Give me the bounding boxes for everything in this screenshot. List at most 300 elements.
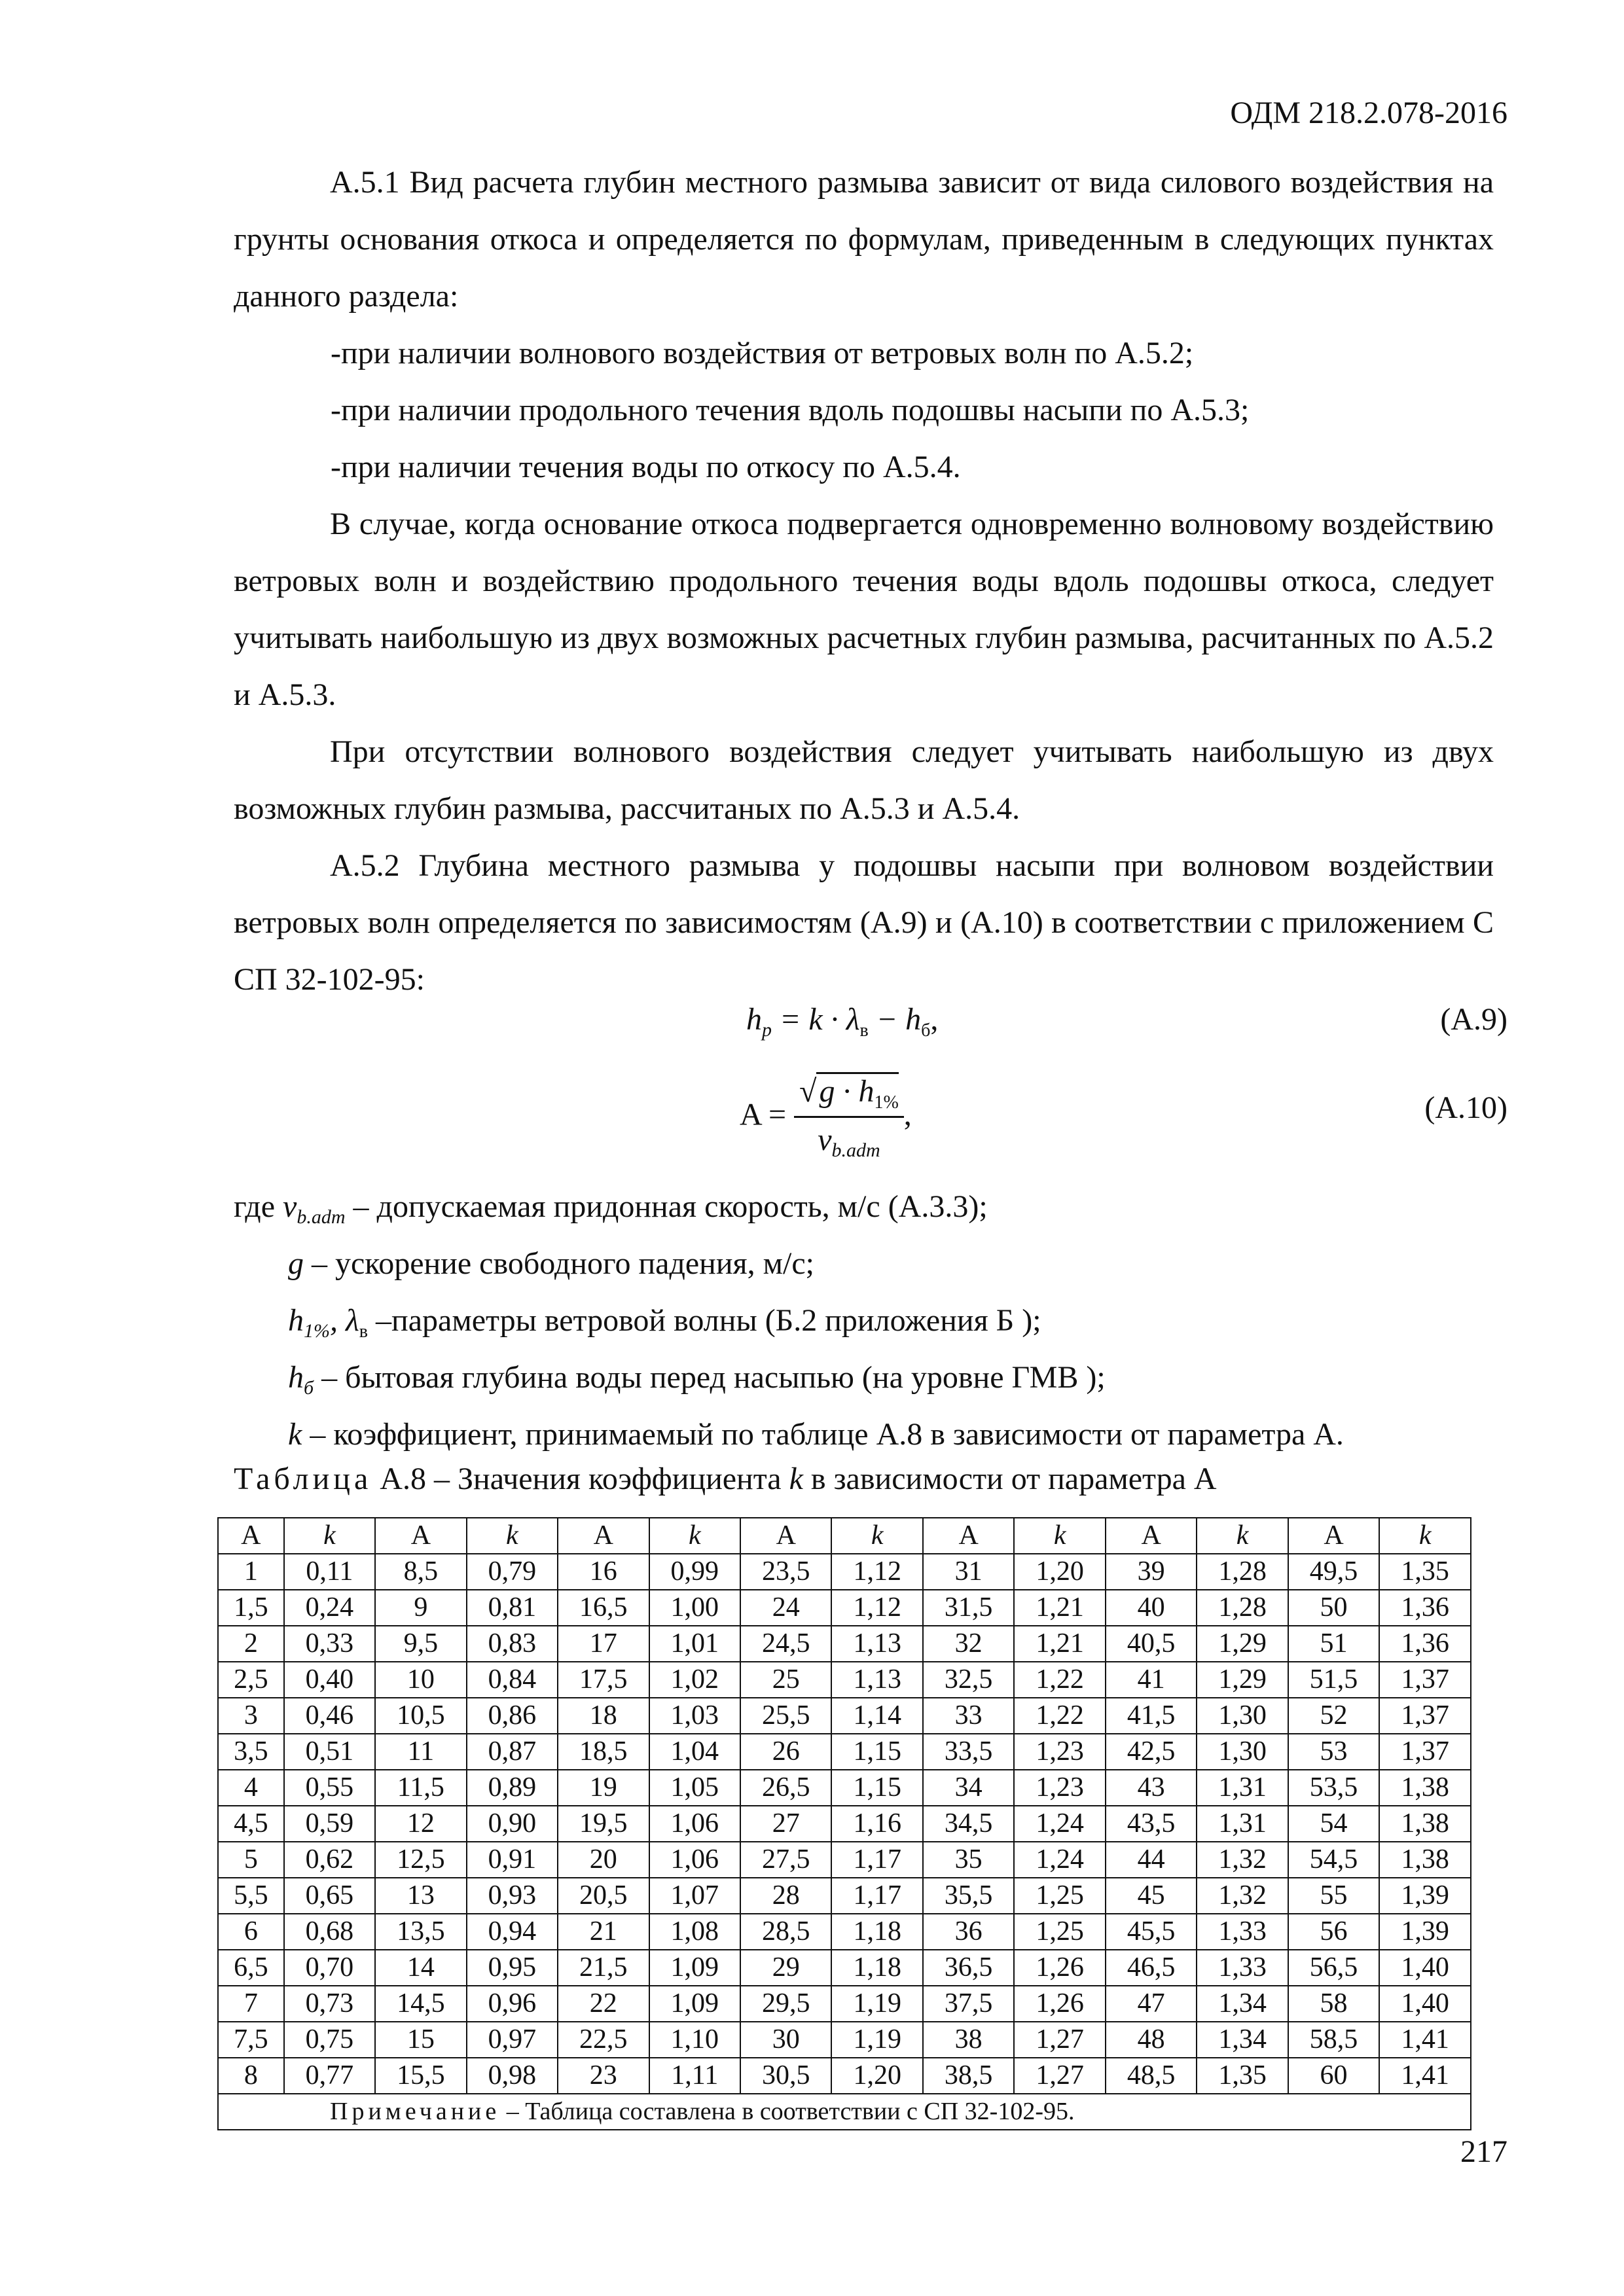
table-cell: 58 bbox=[1288, 1986, 1379, 2022]
table-caption-rest: А.8 – Значения коэффициента bbox=[372, 1462, 789, 1496]
table-cell: 27 bbox=[740, 1806, 831, 1842]
table-cell: 1,26 bbox=[1014, 1986, 1105, 2022]
table-cell: 0,81 bbox=[467, 1590, 558, 1626]
table-cell: 37,5 bbox=[923, 1986, 1014, 2022]
definition-text: – коэффициент, принимаемый по таблице А.8 в зависимости от параметра А. bbox=[302, 1417, 1344, 1452]
table-cell: 1,41 bbox=[1379, 2058, 1471, 2094]
table-cell: 0,99 bbox=[649, 1554, 740, 1590]
table-cell: 22,5 bbox=[558, 2022, 649, 2058]
table-cell: 1,38 bbox=[1379, 1842, 1471, 1878]
table-cell: 40,5 bbox=[1106, 1626, 1197, 1662]
table-cell: 1,40 bbox=[1379, 1986, 1471, 2022]
formula-a9-number: (А.9) bbox=[1440, 1002, 1507, 1037]
table-cell: 10 bbox=[375, 1662, 466, 1698]
table-cell: 1,14 bbox=[831, 1698, 922, 1734]
table-cell: 1,16 bbox=[831, 1806, 922, 1842]
table-cell: 1,27 bbox=[1014, 2022, 1105, 2058]
table-cell: 13 bbox=[375, 1878, 466, 1914]
table-cell: 20 bbox=[558, 1842, 649, 1878]
table-cell: 17 bbox=[558, 1626, 649, 1662]
table-cell: 60 bbox=[1288, 2058, 1379, 2094]
table-cell: 7 bbox=[218, 1986, 284, 2022]
definition-symbol-sub2: в bbox=[359, 1321, 369, 1342]
table-cell: 0,98 bbox=[467, 2058, 558, 2094]
list-item-3: -при наличии течения воды по откосу по А.5.4. bbox=[331, 450, 961, 484]
formula-a10-fraction bbox=[794, 1073, 904, 1162]
table-cell: 34,5 bbox=[923, 1806, 1014, 1842]
table-row bbox=[218, 1806, 1471, 1842]
table-row bbox=[218, 1878, 1471, 1914]
table-cell: 1,00 bbox=[649, 1590, 740, 1626]
table-cell: 41,5 bbox=[1106, 1698, 1197, 1734]
table-row bbox=[218, 1626, 1471, 1662]
table-cell: 52 bbox=[1288, 1698, 1379, 1734]
table-cell: 1,13 bbox=[831, 1662, 922, 1698]
table-cell: 0,95 bbox=[467, 1950, 558, 1986]
table-cell: 1,31 bbox=[1197, 1806, 1288, 1842]
table-cell: 0,65 bbox=[284, 1878, 375, 1914]
table-cell: 29 bbox=[740, 1950, 831, 1986]
table-cell: 53,5 bbox=[1288, 1770, 1379, 1806]
table-header-cell: k bbox=[467, 1518, 558, 1554]
table-cell: 14 bbox=[375, 1950, 466, 1986]
table-cell: 1,15 bbox=[831, 1734, 922, 1770]
table-cell: 1,20 bbox=[831, 2058, 922, 2094]
table-cell: 29,5 bbox=[740, 1986, 831, 2022]
table-cell: 8 bbox=[218, 2058, 284, 2094]
table-cell: 0,33 bbox=[284, 1626, 375, 1662]
table-cell: 41 bbox=[1106, 1662, 1197, 1698]
table-cell: 56,5 bbox=[1288, 1950, 1379, 1986]
table-cell: 28 bbox=[740, 1878, 831, 1914]
table-cell: 1,21 bbox=[1014, 1626, 1105, 1662]
table-row bbox=[218, 1590, 1471, 1626]
table-header-cell: k bbox=[649, 1518, 740, 1554]
table-header-cell: А bbox=[218, 1518, 284, 1554]
table-cell: 0,86 bbox=[467, 1698, 558, 1734]
table-cell: 11,5 bbox=[375, 1770, 466, 1806]
table-cell: 1,35 bbox=[1379, 1554, 1471, 1590]
table-cell: 7,5 bbox=[218, 2022, 284, 2058]
formula-a10-numerator: $√g \cdot h_{1\%}$ bbox=[794, 1073, 904, 1118]
table-row bbox=[218, 1734, 1471, 1770]
definition-symbol: h bbox=[288, 1360, 304, 1395]
table-cell: 0,96 bbox=[467, 1986, 558, 2022]
table-cell: 1,36 bbox=[1379, 1626, 1471, 1662]
table-cell: 0,40 bbox=[284, 1662, 375, 1698]
table-cell: 53 bbox=[1288, 1734, 1379, 1770]
table-cell: 1,12 bbox=[831, 1554, 922, 1590]
table-cell: 1,30 bbox=[1197, 1734, 1288, 1770]
definition-symbol: k bbox=[288, 1417, 302, 1452]
definition-text: , λ bbox=[330, 1303, 359, 1338]
table-header-cell: А bbox=[1106, 1518, 1197, 1554]
table-cell: 1,26 bbox=[1014, 1950, 1105, 1986]
table-cell: 1,19 bbox=[831, 1986, 922, 2022]
formula-a9-rhs: = k · λ bbox=[780, 1002, 860, 1037]
paragraph-a52: А.5.2 Глубина местного размыва у подошвы насыпи при волновом воздействии ветровых волн определяется по зависимостям (А.9) и (А.10) в соответствии с приложением С СП 32-102-95: bbox=[234, 848, 1494, 997]
table-cell: 1,32 bbox=[1197, 1842, 1288, 1878]
table-cell: 30,5 bbox=[740, 2058, 831, 2094]
table-row bbox=[218, 1770, 1471, 1806]
table-cell: 0,59 bbox=[284, 1806, 375, 1842]
table-cell: 1,39 bbox=[1379, 1914, 1471, 1950]
formula-a9-minus-sub: б bbox=[921, 1020, 931, 1041]
table-cell: 1,18 bbox=[831, 1950, 922, 1986]
table-cell: 1,07 bbox=[649, 1878, 740, 1914]
page-number: 217 bbox=[1460, 2134, 1507, 2169]
definition-g bbox=[288, 1235, 814, 1292]
table-cell: 8,5 bbox=[375, 1554, 466, 1590]
table-cell: 0,55 bbox=[284, 1770, 375, 1806]
table-cell: 1,41 bbox=[1379, 2022, 1471, 2058]
table-cell: 11 bbox=[375, 1734, 466, 1770]
document-code: ОДМ 218.2.078-2016 bbox=[1230, 96, 1507, 130]
table-header-cell: k bbox=[1379, 1518, 1471, 1554]
table-cell: 27,5 bbox=[740, 1842, 831, 1878]
table-cell: 1,19 bbox=[831, 2022, 922, 2058]
table-cell: 46,5 bbox=[1106, 1950, 1197, 1986]
table-cell: 1,21 bbox=[1014, 1590, 1105, 1626]
table-cell: 1,04 bbox=[649, 1734, 740, 1770]
table-cell: 12 bbox=[375, 1806, 466, 1842]
table-cell: 12,5 bbox=[375, 1842, 466, 1878]
table-cell: 1,02 bbox=[649, 1662, 740, 1698]
table-cell: 56 bbox=[1288, 1914, 1379, 1950]
table-header-cell: k bbox=[1014, 1518, 1105, 1554]
table-cell: 0,87 bbox=[467, 1734, 558, 1770]
definition-text: – допускаемая придонная скорость, м/с (А.3.3); bbox=[345, 1189, 988, 1224]
table-cell: 1,09 bbox=[649, 1950, 740, 1986]
table-cell: 33 bbox=[923, 1698, 1014, 1734]
table-cell: 20,5 bbox=[558, 1878, 649, 1914]
table-cell: 1,17 bbox=[831, 1842, 922, 1878]
table-cell: 34 bbox=[923, 1770, 1014, 1806]
table-cell: 15,5 bbox=[375, 2058, 466, 2094]
table-cell: 0,68 bbox=[284, 1914, 375, 1950]
table-cell: 1,37 bbox=[1379, 1662, 1471, 1698]
table-cell: 1,03 bbox=[649, 1698, 740, 1734]
table-cell: 44 bbox=[1106, 1842, 1197, 1878]
table-cell: 23,5 bbox=[740, 1554, 831, 1590]
formula-a9-tail: , bbox=[930, 1002, 939, 1037]
table-cell: 1,38 bbox=[1379, 1806, 1471, 1842]
table-caption-k: k bbox=[789, 1462, 803, 1496]
table-cell: 1,33 bbox=[1197, 1914, 1288, 1950]
table-cell: 0,51 bbox=[284, 1734, 375, 1770]
table-cell: 40 bbox=[1106, 1590, 1197, 1626]
table-cell: 35,5 bbox=[923, 1878, 1014, 1914]
table-caption-end: в зависимости от параметра А bbox=[803, 1462, 1217, 1496]
table-cell: 32,5 bbox=[923, 1662, 1014, 1698]
table-cell: 16,5 bbox=[558, 1590, 649, 1626]
table-cell: 1,25 bbox=[1014, 1878, 1105, 1914]
table-cell: 16 bbox=[558, 1554, 649, 1590]
formula-a9 bbox=[746, 1001, 938, 1041]
table-cell: 0,93 bbox=[467, 1878, 558, 1914]
table-header-row bbox=[218, 1518, 1471, 1554]
table-cell: 43 bbox=[1106, 1770, 1197, 1806]
table-cell: 3,5 bbox=[218, 1734, 284, 1770]
table-body bbox=[218, 1554, 1471, 2094]
table-cell: 5,5 bbox=[218, 1878, 284, 1914]
table-cell: 24 bbox=[740, 1590, 831, 1626]
table-header-cell: А bbox=[923, 1518, 1014, 1554]
table-cell: 0,94 bbox=[467, 1914, 558, 1950]
table-cell: 1,08 bbox=[649, 1914, 740, 1950]
table-cell: 51,5 bbox=[1288, 1662, 1379, 1698]
table-cell: 1,20 bbox=[1014, 1554, 1105, 1590]
formula-a10-lhs: A = bbox=[740, 1097, 787, 1132]
table-cell: 1,15 bbox=[831, 1770, 922, 1806]
table-note-text: – Таблица составлена в соответствии с СП 32-102-95. bbox=[500, 2098, 1075, 2125]
table-row bbox=[218, 1914, 1471, 1950]
formula-a9-lhs-sub: p bbox=[762, 1019, 772, 1041]
table-cell: 1,29 bbox=[1197, 1662, 1288, 1698]
table-cell: 10,5 bbox=[375, 1698, 466, 1734]
definition-symbol-sub: b.adm bbox=[297, 1206, 346, 1228]
table-caption bbox=[234, 1461, 1217, 1497]
definition-text: – ускорение свободного падения, м/с; bbox=[304, 1246, 814, 1281]
paragraph-absence: При отсутствии волнового воздействия следует учитывать наибольшую из двух возможных глубин размыва, рассчитаных по А.5.3 и А.5.4. bbox=[234, 734, 1494, 826]
table-cell: 25 bbox=[740, 1662, 831, 1698]
table-row bbox=[218, 1842, 1471, 1878]
table-cell: 1,37 bbox=[1379, 1734, 1471, 1770]
table-cell: 13,5 bbox=[375, 1914, 466, 1950]
table-caption-label: Таблица bbox=[234, 1462, 372, 1496]
table-header-cell: А bbox=[375, 1518, 466, 1554]
list-item-1: -при наличии волнового воздействия от ветровых волн по А.5.2; bbox=[331, 336, 1194, 370]
table-cell: 31 bbox=[923, 1554, 1014, 1590]
table-cell: 0,84 bbox=[467, 1662, 558, 1698]
table-cell: 26 bbox=[740, 1734, 831, 1770]
table-cell: 1,22 bbox=[1014, 1662, 1105, 1698]
table-cell: 1,24 bbox=[1014, 1806, 1105, 1842]
table-cell: 51 bbox=[1288, 1626, 1379, 1662]
table-row bbox=[218, 1554, 1471, 1590]
table-cell: 5 bbox=[218, 1842, 284, 1878]
table-cell: 6 bbox=[218, 1914, 284, 1950]
definition-k bbox=[288, 1406, 1344, 1463]
table-cell: 0,46 bbox=[284, 1698, 375, 1734]
table-cell: 0,97 bbox=[467, 2022, 558, 2058]
table-cell: 1,05 bbox=[649, 1770, 740, 1806]
table-cell: 2 bbox=[218, 1626, 284, 1662]
table-header-cell: А bbox=[1288, 1518, 1379, 1554]
table-cell: 1,30 bbox=[1197, 1698, 1288, 1734]
table-cell: 1,10 bbox=[649, 2022, 740, 2058]
table-cell: 0,77 bbox=[284, 2058, 375, 2094]
table-header-cell: А bbox=[740, 1518, 831, 1554]
table-cell: 0,11 bbox=[284, 1554, 375, 1590]
table-cell: 0,75 bbox=[284, 2022, 375, 2058]
table-cell: 38 bbox=[923, 2022, 1014, 2058]
table-cell: 1,36 bbox=[1379, 1590, 1471, 1626]
coefficient-table bbox=[217, 1517, 1471, 2130]
table-cell: 1,09 bbox=[649, 1986, 740, 2022]
table-cell: 0,91 bbox=[467, 1842, 558, 1878]
table-cell: 1,25 bbox=[1014, 1914, 1105, 1950]
table-cell: 1,12 bbox=[831, 1590, 922, 1626]
table-cell: 1,32 bbox=[1197, 1878, 1288, 1914]
table-cell: 17,5 bbox=[558, 1662, 649, 1698]
definition-symbol-sub: б bbox=[304, 1377, 314, 1399]
table-cell: 0,89 bbox=[467, 1770, 558, 1806]
table-header-cell: А bbox=[558, 1518, 649, 1554]
table-row bbox=[218, 1662, 1471, 1698]
table-cell: 1,01 bbox=[649, 1626, 740, 1662]
table-note-label: Примечание bbox=[330, 2098, 501, 2125]
table-cell: 28,5 bbox=[740, 1914, 831, 1950]
table-cell: 31,5 bbox=[923, 1590, 1014, 1626]
table-cell: 1,38 bbox=[1379, 1770, 1471, 1806]
table-row bbox=[218, 1950, 1471, 1986]
table-row bbox=[218, 2022, 1471, 2058]
table-cell: 49,5 bbox=[1288, 1554, 1379, 1590]
table-cell: 1,17 bbox=[831, 1878, 922, 1914]
table-cell: 1,28 bbox=[1197, 1590, 1288, 1626]
table-cell: 19 bbox=[558, 1770, 649, 1806]
table-cell: 1,28 bbox=[1197, 1554, 1288, 1590]
table-cell: 0,62 bbox=[284, 1842, 375, 1878]
table-cell: 1,27 bbox=[1014, 2058, 1105, 2094]
table-cell: 1,35 bbox=[1197, 2058, 1288, 2094]
formula-a9-minus: − h bbox=[868, 1002, 922, 1037]
table-cell: 43,5 bbox=[1106, 1806, 1197, 1842]
definition-text: – бытовая глубина воды перед насыпью (на уровне ГМВ ); bbox=[314, 1360, 1106, 1395]
formula-a10-number: (А.10) bbox=[1424, 1090, 1507, 1125]
table-note-row bbox=[218, 2094, 1471, 2130]
table-cell: 0,70 bbox=[284, 1950, 375, 1986]
paragraph-a51: А.5.1 Вид расчета глубин местного размыва зависит от вида силового воздействия на грунты основания откоса и определяется по формулам, приведенным в следующих пунктах данного раздела: bbox=[234, 165, 1494, 314]
formula-a9-lhs: h bbox=[746, 1002, 762, 1037]
table-foot bbox=[218, 2094, 1471, 2130]
table-cell: 48,5 bbox=[1106, 2058, 1197, 2094]
table-cell: 0,79 bbox=[467, 1554, 558, 1590]
table-cell: 1,34 bbox=[1197, 2022, 1288, 2058]
table-cell: 54 bbox=[1288, 1806, 1379, 1842]
table-cell: 2,5 bbox=[218, 1662, 284, 1698]
table-cell: 6,5 bbox=[218, 1950, 284, 1986]
table-header-cell: k bbox=[284, 1518, 375, 1554]
table-cell: 58,5 bbox=[1288, 2022, 1379, 2058]
table-row bbox=[218, 2058, 1471, 2094]
table-cell: 4,5 bbox=[218, 1806, 284, 1842]
table-cell: 1,06 bbox=[649, 1806, 740, 1842]
formula-a9-rhs-sub: в bbox=[859, 1020, 869, 1041]
table-cell: 50 bbox=[1288, 1590, 1379, 1626]
table-cell: 22 bbox=[558, 1986, 649, 2022]
table-cell: 18,5 bbox=[558, 1734, 649, 1770]
table-cell: 42,5 bbox=[1106, 1734, 1197, 1770]
table-cell: 0,90 bbox=[467, 1806, 558, 1842]
table-head bbox=[218, 1518, 1471, 1554]
table-cell: 1,23 bbox=[1014, 1734, 1105, 1770]
table-cell: 1,23 bbox=[1014, 1770, 1105, 1806]
table-cell: 35 bbox=[923, 1842, 1014, 1878]
table-cell: 21 bbox=[558, 1914, 649, 1950]
definition-pre: где bbox=[234, 1189, 283, 1224]
table-cell: 45 bbox=[1106, 1878, 1197, 1914]
formula-a10-tail: , bbox=[903, 1097, 912, 1132]
definition-symbol-sub: 1% bbox=[304, 1320, 330, 1342]
table-cell: 38,5 bbox=[923, 2058, 1014, 2094]
table-cell: 30 bbox=[740, 2022, 831, 2058]
table-cell: 1,13 bbox=[831, 1626, 922, 1662]
table-cell: 54,5 bbox=[1288, 1842, 1379, 1878]
formula-a10 bbox=[740, 1073, 912, 1162]
table-cell: 1,33 bbox=[1197, 1950, 1288, 1986]
table-cell: 18 bbox=[558, 1698, 649, 1734]
table-cell: 1,40 bbox=[1379, 1950, 1471, 1986]
table-cell: 0,83 bbox=[467, 1626, 558, 1662]
table-cell: 1,18 bbox=[831, 1914, 922, 1950]
table-cell: 1,06 bbox=[649, 1842, 740, 1878]
table-cell: 1,39 bbox=[1379, 1878, 1471, 1914]
paragraph-case: В случае, когда основание откоса подвергается одновременно волновому воздействию ветровых волн и воздействию продольного течения воды вдоль подошвы откоса, следует учитывать наибольшую из двух возможных расчетных глубин размыва, расчитанных по А.5.2 и А.5.3. bbox=[234, 507, 1494, 712]
table-cell: 0,24 bbox=[284, 1590, 375, 1626]
table-note bbox=[218, 2094, 1471, 2130]
table-cell: 26,5 bbox=[740, 1770, 831, 1806]
table-cell: 0,73 bbox=[284, 1986, 375, 2022]
table-cell: 21,5 bbox=[558, 1950, 649, 1986]
table-cell: 1 bbox=[218, 1554, 284, 1590]
table-cell: 3 bbox=[218, 1698, 284, 1734]
definition-text2: –параметры ветровой волны (Б.2 приложения Б ); bbox=[368, 1303, 1041, 1338]
table-cell: 36,5 bbox=[923, 1950, 1014, 1986]
formula-a10-den-sub: b.adm bbox=[831, 1139, 880, 1161]
table-cell: 1,24 bbox=[1014, 1842, 1105, 1878]
table-cell: 1,5 bbox=[218, 1590, 284, 1626]
definition-symbol: h bbox=[288, 1303, 304, 1338]
formula-a10-num-text: g · h bbox=[819, 1074, 875, 1109]
table-cell: 1,34 bbox=[1197, 1986, 1288, 2022]
formula-a10-den-text: v bbox=[818, 1122, 832, 1157]
table-cell: 36 bbox=[923, 1914, 1014, 1950]
table-cell: 24,5 bbox=[740, 1626, 831, 1662]
table-cell: 1,31 bbox=[1197, 1770, 1288, 1806]
table-cell: 33,5 bbox=[923, 1734, 1014, 1770]
table-cell: 14,5 bbox=[375, 1986, 466, 2022]
table-cell: 48 bbox=[1106, 2022, 1197, 2058]
formula-a10-denominator bbox=[794, 1118, 904, 1162]
table-cell: 4 bbox=[218, 1770, 284, 1806]
table-header-cell: k bbox=[1197, 1518, 1288, 1554]
table-cell: 9,5 bbox=[375, 1626, 466, 1662]
table-header-cell: k bbox=[831, 1518, 922, 1554]
definition-symbol: g bbox=[288, 1246, 304, 1281]
table-cell: 39 bbox=[1106, 1554, 1197, 1590]
table-cell: 23 bbox=[558, 2058, 649, 2094]
table-cell: 55 bbox=[1288, 1878, 1379, 1914]
table-row bbox=[218, 1986, 1471, 2022]
formula-a10-num-sub: 1% bbox=[874, 1092, 899, 1113]
table-cell: 1,11 bbox=[649, 2058, 740, 2094]
table-cell: 47 bbox=[1106, 1986, 1197, 2022]
table-cell: 9 bbox=[375, 1590, 466, 1626]
table-cell: 32 bbox=[923, 1626, 1014, 1662]
list-item-2: -при наличии продольного течения вдоль подошвы насыпи по А.5.3; bbox=[331, 393, 1250, 427]
table-cell: 25,5 bbox=[740, 1698, 831, 1734]
table-cell: 19,5 bbox=[558, 1806, 649, 1842]
table-cell: 45,5 bbox=[1106, 1914, 1197, 1950]
table-cell: 15 bbox=[375, 2022, 466, 2058]
definition-symbol: v bbox=[283, 1189, 297, 1224]
table-row bbox=[218, 1698, 1471, 1734]
table-cell: 1,37 bbox=[1379, 1698, 1471, 1734]
table-cell: 1,22 bbox=[1014, 1698, 1105, 1734]
table-cell: 1,29 bbox=[1197, 1626, 1288, 1662]
